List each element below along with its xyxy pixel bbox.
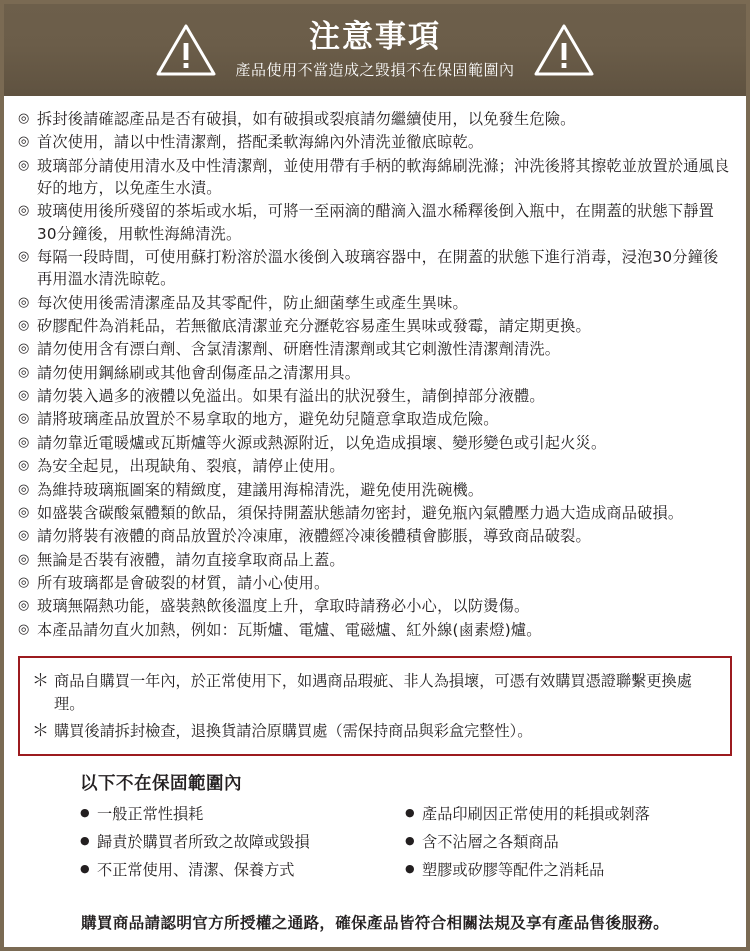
note-marker-icon: ◎ — [18, 411, 30, 427]
bullet-icon: ● — [405, 862, 415, 876]
note-marker-icon: ◎ — [18, 598, 30, 614]
note-text: 玻璃無隔熱功能，盛裝熱飲後溫度上升，拿取時請務必小心，以防燙傷。 — [37, 597, 530, 616]
note-marker-icon: ◎ — [18, 341, 30, 357]
note-marker-icon: ◎ — [18, 504, 30, 520]
note-text: 如盛裝含碳酸氣體類的飲品，須保持開蓋狀態請勿密封，避免瓶內氣體壓力過大造成商品破損。 — [37, 503, 684, 522]
note-text: 每次使用後需清潔產品及其零配件，防止細菌孳生或產生異味。 — [37, 293, 468, 312]
list-item — [18, 595, 732, 617]
list-item — [405, 803, 722, 826]
exclusion-text: 含不沾層之各類商品 — [422, 833, 559, 852]
list-item — [32, 670, 716, 716]
note-text: 請將玻璃產品放置於不易拿取的地方，避免幼兒隨意拿取造成危險。 — [37, 410, 499, 429]
list-item — [18, 246, 732, 291]
asterisk-icon: ＊ — [32, 670, 49, 691]
list-item — [18, 155, 732, 200]
page-title: 注意事項 — [308, 19, 441, 56]
note-text: 無論是否裝有液體，請勿直接拿取商品上蓋。 — [37, 550, 345, 569]
exclusion-text: 歸責於購買者所致之故障或毀損 — [97, 833, 310, 852]
note-text: 請勿使用鋼絲刷或其他會刮傷產品之清潔用具。 — [37, 363, 361, 382]
list-item — [80, 859, 397, 882]
list-item — [18, 315, 732, 337]
note-marker-icon: ◎ — [18, 434, 30, 450]
exclusions-section — [18, 770, 732, 886]
header-text-block — [235, 20, 514, 80]
list-item — [80, 831, 397, 854]
bullet-icon: ● — [80, 862, 90, 876]
list-item — [18, 200, 732, 245]
note-text: 請勿裝入過多的液體以免溢出。如果有溢出的狀況發生，請倒掉部分液體。 — [37, 387, 545, 406]
note-marker-icon: ◎ — [18, 318, 30, 334]
note-marker-icon: ◎ — [18, 111, 30, 126]
list-item — [32, 720, 716, 743]
note-marker-icon: ◎ — [18, 551, 30, 567]
footer-note: 購買商品請認明官方所授權之通路，確保產品皆符合相關法規及享有產品售後服務。 — [80, 914, 670, 932]
list-item — [18, 619, 732, 641]
note-text: 玻璃使用後所殘留的茶垢或水垢，可將一至兩滴的醋滴入溫水稀釋後倒入瓶中，在開蓋的狀態下靜置30分鐘後，用軟性海綿清洗。 — [37, 202, 715, 243]
note-marker-icon: ◎ — [18, 157, 30, 173]
warning-triangle-icon — [155, 23, 217, 77]
list-item — [18, 479, 732, 501]
list-item — [80, 803, 397, 826]
list-item — [18, 408, 732, 430]
note-text: 所有玻璃都是會破裂的材質，請小心使用。 — [37, 573, 330, 592]
note-marker-icon: ◎ — [18, 574, 30, 590]
list-item — [18, 338, 732, 360]
note-marker-icon: ◎ — [18, 388, 30, 404]
bullet-icon: ● — [405, 806, 415, 820]
exclusions-columns — [80, 803, 722, 886]
page-subtitle: 產品使用不當造成之毀損不在保固範圍內 — [235, 60, 515, 79]
note-text: 首次使用，請以中性清潔劑，搭配柔軟海綿內外清洗並徹底晾乾。 — [37, 133, 484, 152]
list-item — [18, 432, 732, 454]
note-marker-icon: ◎ — [18, 203, 30, 219]
note-text: 每隔一段時間，可使用蘇打粉溶於溫水後倒入玻璃容器中，在開蓋的狀態下進行消毒，浸泡30分鐘後再用溫水清洗晾乾。 — [37, 248, 719, 289]
asterisk-icon: ＊ — [32, 720, 49, 741]
list-item — [18, 131, 732, 153]
exclusions-column-right — [405, 803, 722, 886]
exclusion-text: 塑膠或矽膠等配件之消耗品 — [422, 861, 605, 880]
list-item — [18, 385, 732, 407]
warning-triangle-icon — [533, 23, 595, 77]
note-marker-icon: ◎ — [18, 621, 30, 637]
list-item — [18, 108, 732, 130]
exclusion-text: 不正常使用、清潔、保養方式 — [97, 861, 295, 880]
note-text: 為維持玻璃瓶圖案的精緻度，建議用海棉清洗，避免使用洗碗機。 — [37, 480, 484, 499]
note-text: 本產品請勿直火加熱，例如：瓦斯爐、電爐、電磁爐、紅外線(鹵素燈)爐。 — [37, 620, 542, 639]
note-marker-icon: ◎ — [18, 458, 30, 474]
list-item — [18, 549, 732, 571]
exclusion-text: 一般正常性損耗 — [97, 805, 204, 824]
note-marker-icon: ◎ — [18, 134, 30, 150]
note-text: 請勿將裝有液體的商品放置於冷凍庫，液體經冷凍後體積會膨脹，導致商品破裂。 — [37, 527, 591, 546]
notes-list — [4, 96, 746, 646]
list-item — [18, 572, 732, 594]
list-item — [18, 362, 732, 384]
exclusions-column-left — [80, 803, 397, 886]
note-marker-icon: ◎ — [18, 528, 30, 544]
note-marker-icon: ◎ — [18, 481, 30, 497]
note-text: 為安全起見，出現缺角、裂痕，請停止使用。 — [37, 457, 345, 476]
list-item — [405, 859, 722, 882]
list-item — [405, 831, 722, 854]
warranty-box — [18, 656, 732, 757]
note-text: 請勿使用含有漂白劑、含氯清潔劑、研磨性清潔劑或其它刺激性清潔劑清洗。 — [37, 340, 561, 359]
warranty-text: 商品自購買一年內，於正常使用下，如遇商品瑕疵、非人為損壞，可憑有效購買憑證聯繫更換處理。 — [54, 671, 692, 713]
note-text: 玻璃部分請使用清水及中性清潔劑，並使用帶有手柄的軟海綿刷洗滌；沖洗後將其擦乾並放置於通風良好的地方，以免產生水漬。 — [37, 156, 730, 198]
exclusion-text: 產品印刷因正常使用的耗損或剝落 — [422, 805, 650, 824]
bullet-icon: ● — [80, 806, 90, 820]
note-marker-icon: ◎ — [18, 364, 30, 380]
page-header — [4, 4, 746, 96]
exclusions-title: 以下不在保固範圍內 — [80, 774, 242, 795]
list-item — [18, 525, 732, 547]
note-marker-icon: ◎ — [18, 294, 30, 310]
list-item — [18, 502, 732, 524]
warranty-text: 購買後請拆封檢查，退換貨請洽原購買處（需保持商品與彩盒完整性）。 — [54, 721, 533, 740]
note-text: 矽膠配件為消耗品，若無徹底清潔並充分瀝乾容易產生異味或發霉，請定期更換。 — [37, 317, 591, 336]
list-item — [18, 455, 732, 477]
list-item — [18, 292, 732, 314]
bullet-icon: ● — [80, 834, 90, 848]
note-text: 拆封後請確認產品是否有破損，如有破損或裂痕請勿繼續使用，以免發生危險。 — [37, 110, 576, 128]
note-text: 請勿靠近電暖爐或瓦斯爐等火源或熱源附近，以免造成損壞、變形變色或引起火災。 — [37, 433, 607, 452]
note-marker-icon: ◎ — [18, 249, 30, 265]
bullet-icon: ● — [405, 834, 415, 848]
